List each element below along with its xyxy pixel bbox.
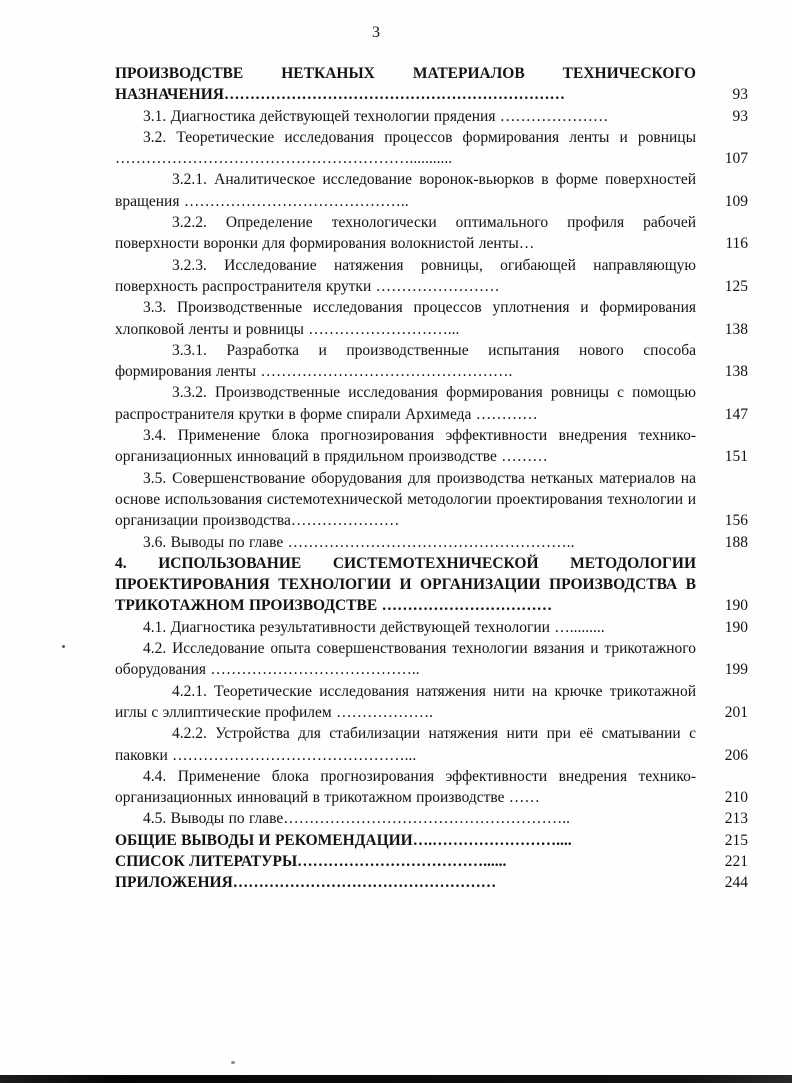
toc-entry (115, 617, 748, 638)
toc-entry (115, 297, 748, 340)
toc-entry-page-ref: 213 (724, 810, 748, 828)
toc-entry (115, 382, 748, 425)
scan-speck-artifact (231, 1061, 235, 1064)
toc-entry (115, 340, 748, 383)
toc-entry-page-ref: 125 (724, 277, 748, 295)
toc-entry (115, 127, 748, 170)
toc-entry-page-ref: 147 (724, 405, 748, 423)
toc-entry-page-ref: 107 (724, 150, 748, 168)
toc-entry-title: 3.1. Диагностика действующей технологии прядения ………………… (143, 107, 609, 125)
toc-entry-page-ref: 93 (732, 107, 748, 125)
toc-entry-title: 3.2.2. Определение технологически оптимального профиля рабочей поверхности воронки для формирования волокнистой ленты… (115, 214, 696, 253)
toc-entry (115, 681, 748, 724)
toc-entry-page-ref: 221 (724, 852, 748, 870)
toc-entry (115, 106, 748, 127)
toc-entry-title: 3.4. Применение блока прогнозирования эффективности внедрения технико-организационных инноваций в прядильном производстве ……… (115, 427, 696, 466)
toc-entry-title: 4. ИСПОЛЬЗОВАНИЕ СИСТЕМОТЕХНИЧЕСКОЙ МЕТОДОЛОГИИ ПРОЕКТИРОВАНИЯ ТЕХНОЛОГИИ И ОРГАНИЗАЦИИ ПРОИЗВОДСТВА В ТРИКОТАЖНОМ ПРОИЗВОДСТВЕ …………………………… (115, 554, 696, 615)
toc-entry-page-ref: 190 (724, 597, 748, 615)
toc-entry-title: 3.6. Выводы по главе ……………………………………………….. (143, 533, 575, 551)
toc-entry-page-ref: 201 (724, 703, 748, 721)
toc-entry-page-ref: 151 (724, 448, 748, 466)
scan-edge-artifact (0, 1075, 792, 1083)
toc-entry-page-ref: 138 (724, 363, 748, 381)
toc-entry-page-ref: 188 (724, 533, 748, 551)
toc-entry (115, 766, 748, 809)
toc-entry-title: 4.1. Диагностика результативности действующей технологии …......... (143, 618, 605, 636)
toc-entry-title: 3.3. Производственные исследования процессов уплотнения и формирования хлопковой ленты и ровницы ………………………... (115, 299, 696, 338)
toc-entry (115, 872, 748, 893)
toc-entry-title: 4.2.1. Теоретические исследования натяжения нити на крючке трикотажной иглы с эллиптические профилем ………………. (115, 682, 696, 721)
toc-entry-page-ref: 190 (724, 618, 748, 636)
toc-entry-title: 3.3.2. Производственные исследования формирования ровницы с помощью распространителя крутки в форме спирали Архимеда ………… (115, 384, 696, 423)
toc-entry-page-ref: 206 (724, 746, 748, 764)
toc-entry (115, 808, 748, 829)
toc-entry-page-ref: 199 (724, 661, 748, 679)
toc-entry-page-ref: 244 (724, 874, 748, 892)
toc-entry-title: 4.5. Выводы по главе……………………………………………….. (143, 810, 571, 828)
toc-entry (115, 723, 748, 766)
toc-entry-title: 4.2. Исследование опыта совершенствования технологии вязания и трикотажного оборудования ………………………………….. (115, 640, 696, 679)
toc-entry-page-ref: 210 (724, 789, 748, 807)
toc-entry-page-ref: 116 (725, 235, 748, 253)
toc-entry-title: 4.4. Применение блока прогнозирования эффективности внедрения технико-организационных инноваций в трикотажном производстве …… (115, 767, 696, 807)
toc-entry-title: 3.3.1. Разработка и производственные испытания нового способа формирования ленты …………………………………………. (115, 341, 696, 381)
toc-entry-title: ПРОИЗВОДСТВЕ НЕТКАНЫХ МАТЕРИАЛОВ ТЕХНИЧЕСКОГО НАЗНАЧЕНИЯ………………………………………………………… (115, 65, 696, 104)
scan-speck-artifact (62, 645, 65, 648)
toc-entry-title: 3.5. Совершенствование оборудования для производства нетканых материалов на основе использования системотехнической методологии проектирования технологии и организации производства………………… (115, 469, 696, 530)
toc-entry-title: 3.2. Теоретические исследования процессов формирования ленты и ровницы …………………………………………………........... (115, 128, 696, 168)
toc-entry (115, 468, 748, 532)
toc-entry-page-ref: 215 (724, 831, 748, 849)
toc-entry-title: 3.2.1. Аналитическое исследование воронок-вьюрков в форме поверхностей вращения …………………………………….. (115, 171, 696, 210)
toc-entry (115, 851, 748, 872)
table-of-contents (115, 63, 748, 894)
toc-entry (115, 425, 748, 468)
toc-entry-title: ОБЩИЕ ВЫВОДЫ И РЕКОМЕНДАЦИИ….…………………….... (115, 831, 572, 849)
toc-entry-title: 3.2.3. Исследование натяжения ровницы, огибающей направляющую поверхность распространителя крутки …………………… (115, 256, 696, 295)
toc-entry (115, 169, 748, 212)
toc-entry-title: 4.2.2. Устройства для стабилизации натяжения нити при её сматывании с паковки ………………………………………... (115, 725, 696, 764)
page-number: 3 (372, 24, 380, 41)
toc-entry (115, 532, 748, 553)
toc-entry-page-ref: 93 (732, 86, 748, 104)
toc-entry (115, 212, 748, 255)
toc-entry (115, 830, 748, 851)
toc-entry-page-ref: 138 (724, 320, 748, 338)
toc-entry-page-ref: 109 (724, 192, 748, 210)
toc-entry (115, 255, 748, 298)
toc-entry-title: ПРИЛОЖЕНИЯ…………………………………………… (115, 874, 497, 892)
toc-entry (115, 638, 748, 681)
toc-entry-page-ref: 156 (724, 512, 748, 530)
toc-entry (115, 63, 748, 106)
toc-entry (115, 553, 748, 617)
toc-entry-title: СПИСОК ЛИТЕРАТУРЫ………………………………...... (115, 852, 507, 870)
